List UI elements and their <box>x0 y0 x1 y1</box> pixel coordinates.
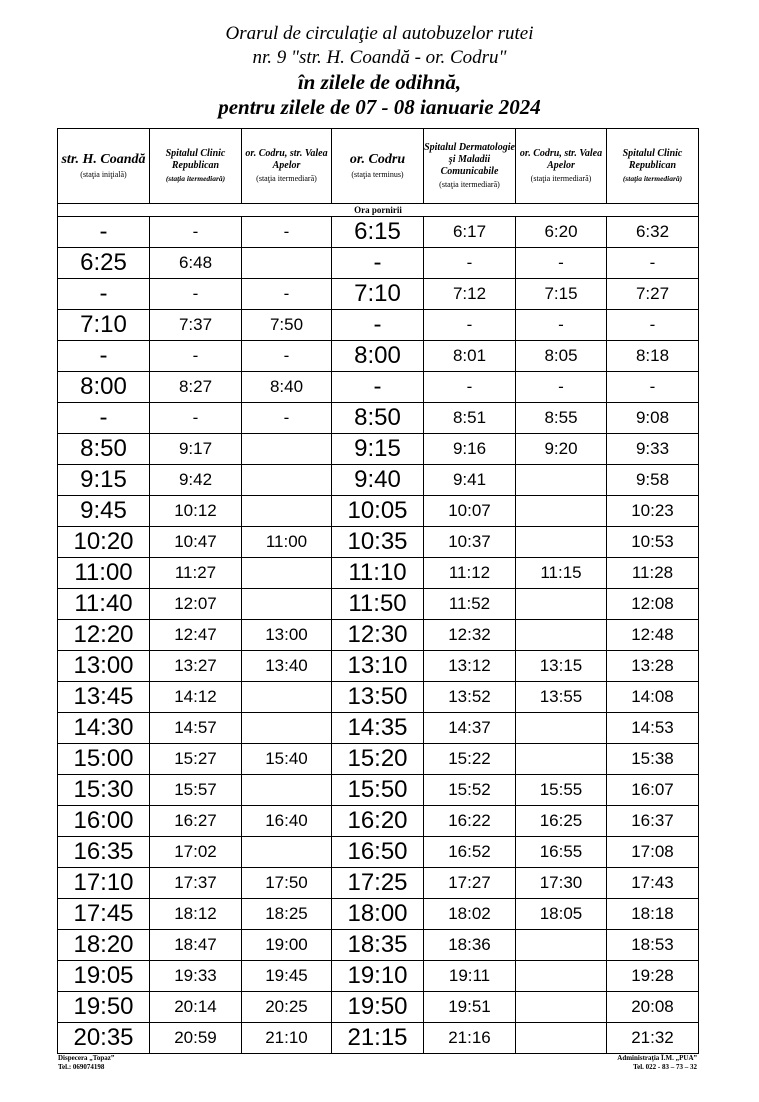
time-cell: 8:18 <box>607 341 699 372</box>
time-cell: 7:10 <box>332 279 424 310</box>
time-cell: 18:53 <box>607 930 699 961</box>
time-cell: 20:35 <box>58 1023 150 1054</box>
column-header-0 <box>58 129 150 204</box>
time-cell: - <box>58 341 150 372</box>
time-cell: 8:00 <box>58 372 150 403</box>
time-cell: - <box>150 279 242 310</box>
time-cell: 11:00 <box>242 527 332 558</box>
time-cell: 18:20 <box>58 930 150 961</box>
time-cell: 14:35 <box>332 713 424 744</box>
time-cell <box>516 961 607 992</box>
table-row <box>58 651 699 682</box>
time-cell: 17:50 <box>242 868 332 899</box>
time-cell: 15:20 <box>332 744 424 775</box>
departure-subheader-row <box>58 204 699 217</box>
table-row <box>58 434 699 465</box>
column-name: Spitalul Dermatologie şi Maladii Comunicabile <box>424 142 515 177</box>
time-cell: - <box>424 372 516 403</box>
time-cell: 15:40 <box>242 744 332 775</box>
footer-administration: Administraţia Î.M. „PUA” <box>617 1054 697 1062</box>
time-cell: 11:12 <box>424 558 516 589</box>
time-cell: 17:45 <box>58 899 150 930</box>
table-row <box>58 372 699 403</box>
time-cell: 6:25 <box>58 248 150 279</box>
table-row <box>58 496 699 527</box>
time-cell: 11:15 <box>516 558 607 589</box>
footer-left <box>58 1054 114 1072</box>
table-row <box>58 682 699 713</box>
time-cell: 9:41 <box>424 465 516 496</box>
time-cell: 11:00 <box>58 558 150 589</box>
time-cell: 14:37 <box>424 713 516 744</box>
time-cell: - <box>516 372 607 403</box>
time-cell: 9:33 <box>607 434 699 465</box>
table-row <box>58 992 699 1023</box>
footer-administration-phone: Tel. 022 - 83 – 73 – 32 <box>633 1063 697 1071</box>
time-cell: 13:00 <box>58 651 150 682</box>
time-cell: 18:12 <box>150 899 242 930</box>
time-cell: 18:36 <box>424 930 516 961</box>
column-name: or. Codru, str. Valea Apelor <box>245 148 328 171</box>
column-header-5 <box>516 129 607 204</box>
time-cell: 10:12 <box>150 496 242 527</box>
table-row <box>58 403 699 434</box>
time-cell: 9:08 <box>607 403 699 434</box>
time-cell: - <box>516 310 607 341</box>
time-cell: 13:55 <box>516 682 607 713</box>
time-cell: - <box>150 217 242 248</box>
time-cell: 16:40 <box>242 806 332 837</box>
time-cell: - <box>607 248 699 279</box>
footer-dispatcher-phone: Tel.: 069074198 <box>58 1063 105 1071</box>
time-cell: 12:47 <box>150 620 242 651</box>
time-cell: 7:12 <box>424 279 516 310</box>
time-cell: 16:22 <box>424 806 516 837</box>
time-cell <box>516 527 607 558</box>
column-sub: (staţia itermediară) <box>622 174 683 183</box>
time-cell: 9:15 <box>332 434 424 465</box>
time-cell: - <box>607 310 699 341</box>
time-cell: 18:25 <box>242 899 332 930</box>
time-cell: 20:14 <box>150 992 242 1023</box>
time-cell: 15:27 <box>150 744 242 775</box>
time-cell: 21:16 <box>424 1023 516 1054</box>
time-cell: 9:16 <box>424 434 516 465</box>
column-header-4 <box>424 129 516 204</box>
table-row <box>58 589 699 620</box>
table-row <box>58 930 699 961</box>
time-cell: 21:10 <box>242 1023 332 1054</box>
column-header-2 <box>242 129 332 204</box>
time-cell <box>516 992 607 1023</box>
time-cell <box>516 1023 607 1054</box>
table-row <box>58 744 699 775</box>
time-cell: 15:30 <box>58 775 150 806</box>
time-cell: 17:27 <box>424 868 516 899</box>
time-cell: 6:15 <box>332 217 424 248</box>
time-cell: 9:58 <box>607 465 699 496</box>
time-cell: 13:52 <box>424 682 516 713</box>
time-cell: 19:05 <box>58 961 150 992</box>
timetable <box>57 128 699 1054</box>
time-cell: 19:28 <box>607 961 699 992</box>
time-cell: 18:00 <box>332 899 424 930</box>
time-cell: 19:51 <box>424 992 516 1023</box>
departure-subheader: Ora pornirii <box>58 204 699 217</box>
time-cell: 12:48 <box>607 620 699 651</box>
time-cell: 19:45 <box>242 961 332 992</box>
table-row <box>58 775 699 806</box>
time-cell: 11:28 <box>607 558 699 589</box>
time-cell: - <box>424 248 516 279</box>
time-cell: 11:10 <box>332 558 424 589</box>
column-name: Spitalul Clinic Republican <box>165 148 226 171</box>
time-cell: 16:07 <box>607 775 699 806</box>
time-cell: 9:42 <box>150 465 242 496</box>
table-row <box>58 899 699 930</box>
time-cell: - <box>242 403 332 434</box>
time-cell: 10:20 <box>58 527 150 558</box>
time-cell: 12:20 <box>58 620 150 651</box>
time-cell: 17:30 <box>516 868 607 899</box>
time-cell: 8:40 <box>242 372 332 403</box>
time-cell: 14:08 <box>607 682 699 713</box>
time-cell: 13:27 <box>150 651 242 682</box>
time-cell <box>242 465 332 496</box>
time-cell: 12:32 <box>424 620 516 651</box>
time-cell: 13:50 <box>332 682 424 713</box>
time-cell: 19:50 <box>332 992 424 1023</box>
time-cell: 18:35 <box>332 930 424 961</box>
time-cell: 16:25 <box>516 806 607 837</box>
time-cell: 9:45 <box>58 496 150 527</box>
time-cell <box>242 713 332 744</box>
column-header-1 <box>150 129 242 204</box>
time-cell <box>516 713 607 744</box>
time-cell: 9:40 <box>332 465 424 496</box>
time-cell: - <box>242 217 332 248</box>
time-cell: 14:12 <box>150 682 242 713</box>
time-cell <box>516 744 607 775</box>
column-header-row <box>58 129 699 204</box>
table-row <box>58 527 699 558</box>
time-cell: 14:57 <box>150 713 242 744</box>
time-cell: 19:00 <box>242 930 332 961</box>
time-cell: 8:50 <box>58 434 150 465</box>
time-cell <box>242 682 332 713</box>
time-cell: 17:08 <box>607 837 699 868</box>
time-cell: 15:55 <box>516 775 607 806</box>
time-cell: 18:05 <box>516 899 607 930</box>
column-header-6 <box>607 129 699 204</box>
time-cell: 19:11 <box>424 961 516 992</box>
time-cell: 11:27 <box>150 558 242 589</box>
time-cell: 10:07 <box>424 496 516 527</box>
table-row <box>58 248 699 279</box>
table-row <box>58 868 699 899</box>
time-cell: 14:30 <box>58 713 150 744</box>
time-cell: 15:38 <box>607 744 699 775</box>
table-row <box>58 279 699 310</box>
footer-dispatcher: Dispecera „Topaz” <box>58 1054 115 1062</box>
time-cell: 8:27 <box>150 372 242 403</box>
time-cell <box>242 558 332 589</box>
time-cell: 7:15 <box>516 279 607 310</box>
time-cell <box>516 930 607 961</box>
time-cell: 14:53 <box>607 713 699 744</box>
time-cell: 13:00 <box>242 620 332 651</box>
time-cell: 20:59 <box>150 1023 242 1054</box>
time-cell: - <box>332 310 424 341</box>
time-cell: 6:48 <box>150 248 242 279</box>
time-cell: 6:32 <box>607 217 699 248</box>
time-cell: 16:55 <box>516 837 607 868</box>
table-row <box>58 465 699 496</box>
time-cell: - <box>332 372 424 403</box>
time-cell: 15:57 <box>150 775 242 806</box>
column-sub: (staţia itermediară) <box>165 174 226 183</box>
table-row <box>58 310 699 341</box>
time-cell: 19:50 <box>58 992 150 1023</box>
time-cell: 20:25 <box>242 992 332 1023</box>
table-row <box>58 806 699 837</box>
time-cell: 12:07 <box>150 589 242 620</box>
column-name: str. H. Coandă <box>61 152 146 167</box>
column-sub: (staţia itermediară) <box>530 174 592 183</box>
time-cell: 7:27 <box>607 279 699 310</box>
time-cell: - <box>58 279 150 310</box>
time-cell: 15:22 <box>424 744 516 775</box>
time-cell <box>242 434 332 465</box>
time-cell: 16:52 <box>424 837 516 868</box>
header-line-2: nr. 9 "str. H. Coandă - or. Codru" <box>252 47 507 68</box>
header-line-3: în zilele de odihnă, <box>297 70 462 94</box>
time-cell: 13:40 <box>242 651 332 682</box>
time-cell: 17:02 <box>150 837 242 868</box>
time-cell: 8:51 <box>424 403 516 434</box>
column-name: or. Codru, str. Valea Apelor <box>519 148 603 171</box>
table-row <box>58 837 699 868</box>
time-cell: 16:20 <box>332 806 424 837</box>
time-cell: 10:35 <box>332 527 424 558</box>
time-cell: 6:20 <box>516 217 607 248</box>
time-cell <box>516 465 607 496</box>
time-cell: 10:47 <box>150 527 242 558</box>
time-cell: 7:10 <box>58 310 150 341</box>
time-cell: 10:37 <box>424 527 516 558</box>
time-cell: - <box>332 248 424 279</box>
time-cell <box>516 496 607 527</box>
time-cell <box>516 589 607 620</box>
time-cell: - <box>58 403 150 434</box>
time-cell: 19:10 <box>332 961 424 992</box>
time-cell: 13:15 <box>516 651 607 682</box>
time-cell: 18:47 <box>150 930 242 961</box>
time-cell: 20:08 <box>607 992 699 1023</box>
table-row <box>58 1023 699 1054</box>
time-cell: 7:37 <box>150 310 242 341</box>
column-sub: (staţia iniţială) <box>80 170 127 179</box>
time-cell <box>242 837 332 868</box>
time-cell: 11:52 <box>424 589 516 620</box>
time-cell: 7:50 <box>242 310 332 341</box>
time-cell: 16:27 <box>150 806 242 837</box>
time-cell: 9:17 <box>150 434 242 465</box>
time-cell: 10:53 <box>607 527 699 558</box>
time-cell: - <box>242 341 332 372</box>
time-cell: 16:50 <box>332 837 424 868</box>
time-cell: 13:12 <box>424 651 516 682</box>
time-cell: 21:15 <box>332 1023 424 1054</box>
time-cell: - <box>516 248 607 279</box>
time-cell: 10:23 <box>607 496 699 527</box>
column-name: or. Codru <box>349 152 406 167</box>
time-cell <box>242 496 332 527</box>
time-cell: 19:33 <box>150 961 242 992</box>
time-cell: 9:15 <box>58 465 150 496</box>
time-cell: 8:00 <box>332 341 424 372</box>
time-cell: 16:37 <box>607 806 699 837</box>
time-cell: 21:32 <box>607 1023 699 1054</box>
column-sub: (staţia terminus) <box>351 170 404 179</box>
time-cell <box>242 248 332 279</box>
time-cell: 8:55 <box>516 403 607 434</box>
time-cell: 13:45 <box>58 682 150 713</box>
time-cell: - <box>242 279 332 310</box>
time-cell <box>516 620 607 651</box>
time-cell: 11:40 <box>58 589 150 620</box>
time-cell: - <box>150 341 242 372</box>
time-cell: 8:05 <box>516 341 607 372</box>
time-cell: 18:02 <box>424 899 516 930</box>
time-cell: 6:17 <box>424 217 516 248</box>
header-line-1: Orarul de circulaţie al autobuzelor rutei <box>225 23 534 44</box>
column-header-3 <box>332 129 424 204</box>
time-cell: 16:35 <box>58 837 150 868</box>
time-cell: - <box>58 217 150 248</box>
time-cell: 12:30 <box>332 620 424 651</box>
time-cell: 17:37 <box>150 868 242 899</box>
time-cell: 12:08 <box>607 589 699 620</box>
table-row <box>58 558 699 589</box>
schedule-header <box>0 22 759 120</box>
time-cell: 15:50 <box>332 775 424 806</box>
column-name: Spitalul Clinic Republican <box>622 148 683 171</box>
time-cell: 13:28 <box>607 651 699 682</box>
header-line-4: pentru zilele de 07 - 08 ianuarie 2024 <box>218 95 541 119</box>
time-cell: 17:10 <box>58 868 150 899</box>
table-row <box>58 620 699 651</box>
time-cell: 18:18 <box>607 899 699 930</box>
time-cell: 8:50 <box>332 403 424 434</box>
column-sub: (staţia itermediară) <box>256 174 317 183</box>
time-cell <box>242 589 332 620</box>
footer-right <box>617 1054 697 1072</box>
time-cell: - <box>150 403 242 434</box>
time-cell: - <box>607 372 699 403</box>
time-cell: 17:25 <box>332 868 424 899</box>
time-cell: 11:50 <box>332 589 424 620</box>
time-cell: 16:00 <box>58 806 150 837</box>
time-cell <box>242 775 332 806</box>
table-row <box>58 961 699 992</box>
time-cell: 9:20 <box>516 434 607 465</box>
table-row <box>58 217 699 248</box>
time-cell: 17:43 <box>607 868 699 899</box>
table-row <box>58 713 699 744</box>
column-sub: (staţia itermediară) <box>439 180 500 189</box>
time-cell: 10:05 <box>332 496 424 527</box>
time-cell: 8:01 <box>424 341 516 372</box>
time-cell: 13:10 <box>332 651 424 682</box>
time-cell: - <box>424 310 516 341</box>
time-cell: 15:00 <box>58 744 150 775</box>
time-cell: 15:52 <box>424 775 516 806</box>
table-row <box>58 341 699 372</box>
